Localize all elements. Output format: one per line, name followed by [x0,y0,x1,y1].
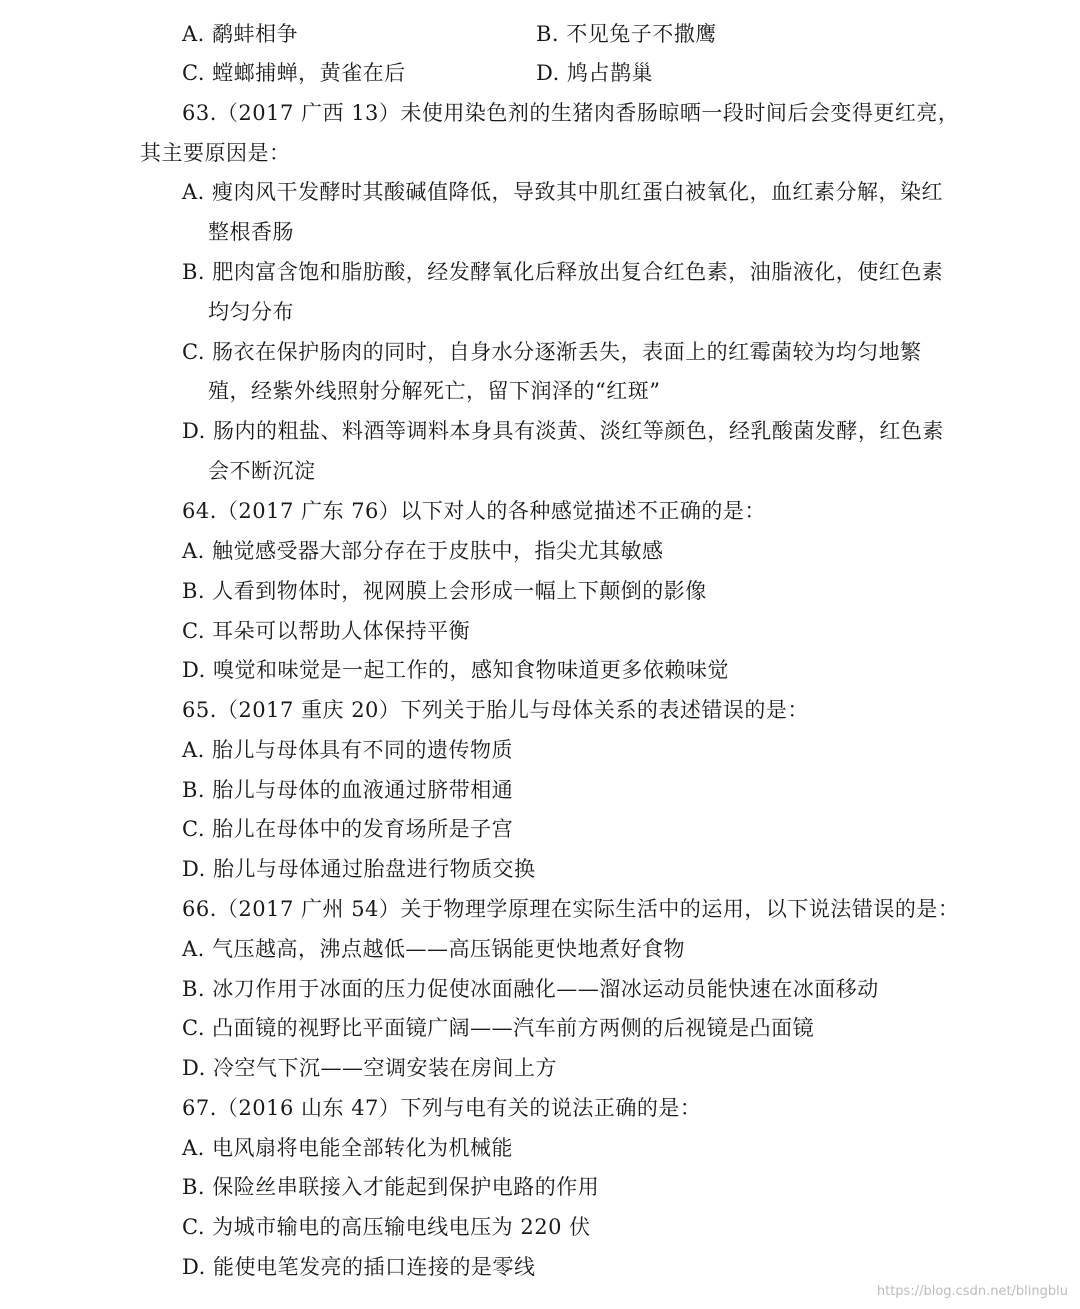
q65-option-d: D. 胎儿与母体通过胎盘进行物质交换 [182,857,536,881]
q66-option-c: C. 凸面镜的视野比平面镜广阔——汽车前方两侧的后视镜是凸面镜 [182,1016,815,1040]
q63-option-c-line1: C. 肠衣在保护肠肉的同时，自身水分逐渐丢失，表面上的红霉菌较为均匀地繁 [182,340,922,364]
watermark-url: https://blog.csdn.net/blingblu [876,1284,1068,1299]
q63-option-d-line1: D. 肠内的粗盐、料酒等调料本身具有淡黄、淡红等颜色，经乳酸菌发酵，红色素 [182,419,944,443]
q63-stem-line1: 63.（2017 广西 13）未使用染色剂的生猪肉香肠晾晒一段时间后会变得更红亮， [182,101,960,125]
q67-option-a: A. 电风扇将电能全部转化为机械能 [182,1136,514,1160]
q63-option-b-line2: 均匀分布 [208,300,294,324]
q63-option-b-line1: B. 肥肉富含饱和脂肪酸，经发酵氧化后释放出复合红色素，油脂液化，使红色素 [182,260,944,284]
q64-option-d: D. 嗅觉和味觉是一起工作的，感知食物味道更多依赖味觉 [182,658,729,682]
prev-option-d: D. 鸠占鹊巢 [536,61,653,85]
q67-option-c: C. 为城市输电的高压输电线电压为 220 伏 [182,1215,591,1239]
q67-option-b: B. 保险丝串联接入才能起到保护电路的作用 [182,1175,600,1199]
q64-option-c: C. 耳朵可以帮助人体保持平衡 [182,619,471,643]
q64-stem: 64.（2017 广东 76）以下对人的各种感觉描述不正确的是： [182,499,766,523]
q65-option-a: A. 胎儿与母体具有不同的遗传物质 [182,738,514,762]
q66-stem: 66.（2017 广州 54）关于物理学原理在实际生活中的运用，以下说法错误的是： [182,897,960,921]
q63-option-a-line2: 整根香肠 [208,220,294,244]
q64-option-a: A. 触觉感受器大部分存在于皮肤中，指尖尤其敏感 [182,539,664,563]
prev-option-b: B. 不见兔子不撒鹰 [536,22,717,46]
q63-stem-line2: 其主要原因是： [140,141,291,165]
prev-option-a: A. 鹬蚌相争 [182,22,299,46]
q66-option-a: A. 气压越高，沸点越低——高压锅能更快地煮好食物 [182,937,686,961]
q63-option-c-line2: 殖，经紫外线照射分解死亡，留下润泽的“红斑” [208,379,661,403]
q66-option-b: B. 冰刀作用于冰面的压力促使冰面融化——溜冰运动员能快速在冰面移动 [182,977,879,1001]
q67-option-d: D. 能使电笔发亮的插口连接的是零线 [182,1255,536,1279]
q65-option-c: C. 胎儿在母体中的发育场所是子宫 [182,817,514,841]
q63-option-d-line2: 会不断沉淀 [208,459,316,483]
q63-option-a-line1: A. 瘦肉风干发酵时其酸碱值降低，导致其中肌红蛋白被氧化，血红素分解，染红 [182,180,944,204]
q64-option-b: B. 人看到物体时，视网膜上会形成一幅上下颠倒的影像 [182,579,707,603]
prev-option-c: C. 螳螂捕蝉，黄雀在后 [182,61,406,85]
q67-stem: 67.（2016 山东 47）下列与电有关的说法正确的是： [182,1096,702,1120]
q65-stem: 65.（2017 重庆 20）下列关于胎儿与母体关系的表述错误的是： [182,698,809,722]
q66-option-d: D. 冷空气下沉——空调安装在房间上方 [182,1056,557,1080]
q65-option-b: B. 胎儿与母体的血液通过脐带相通 [182,778,514,802]
